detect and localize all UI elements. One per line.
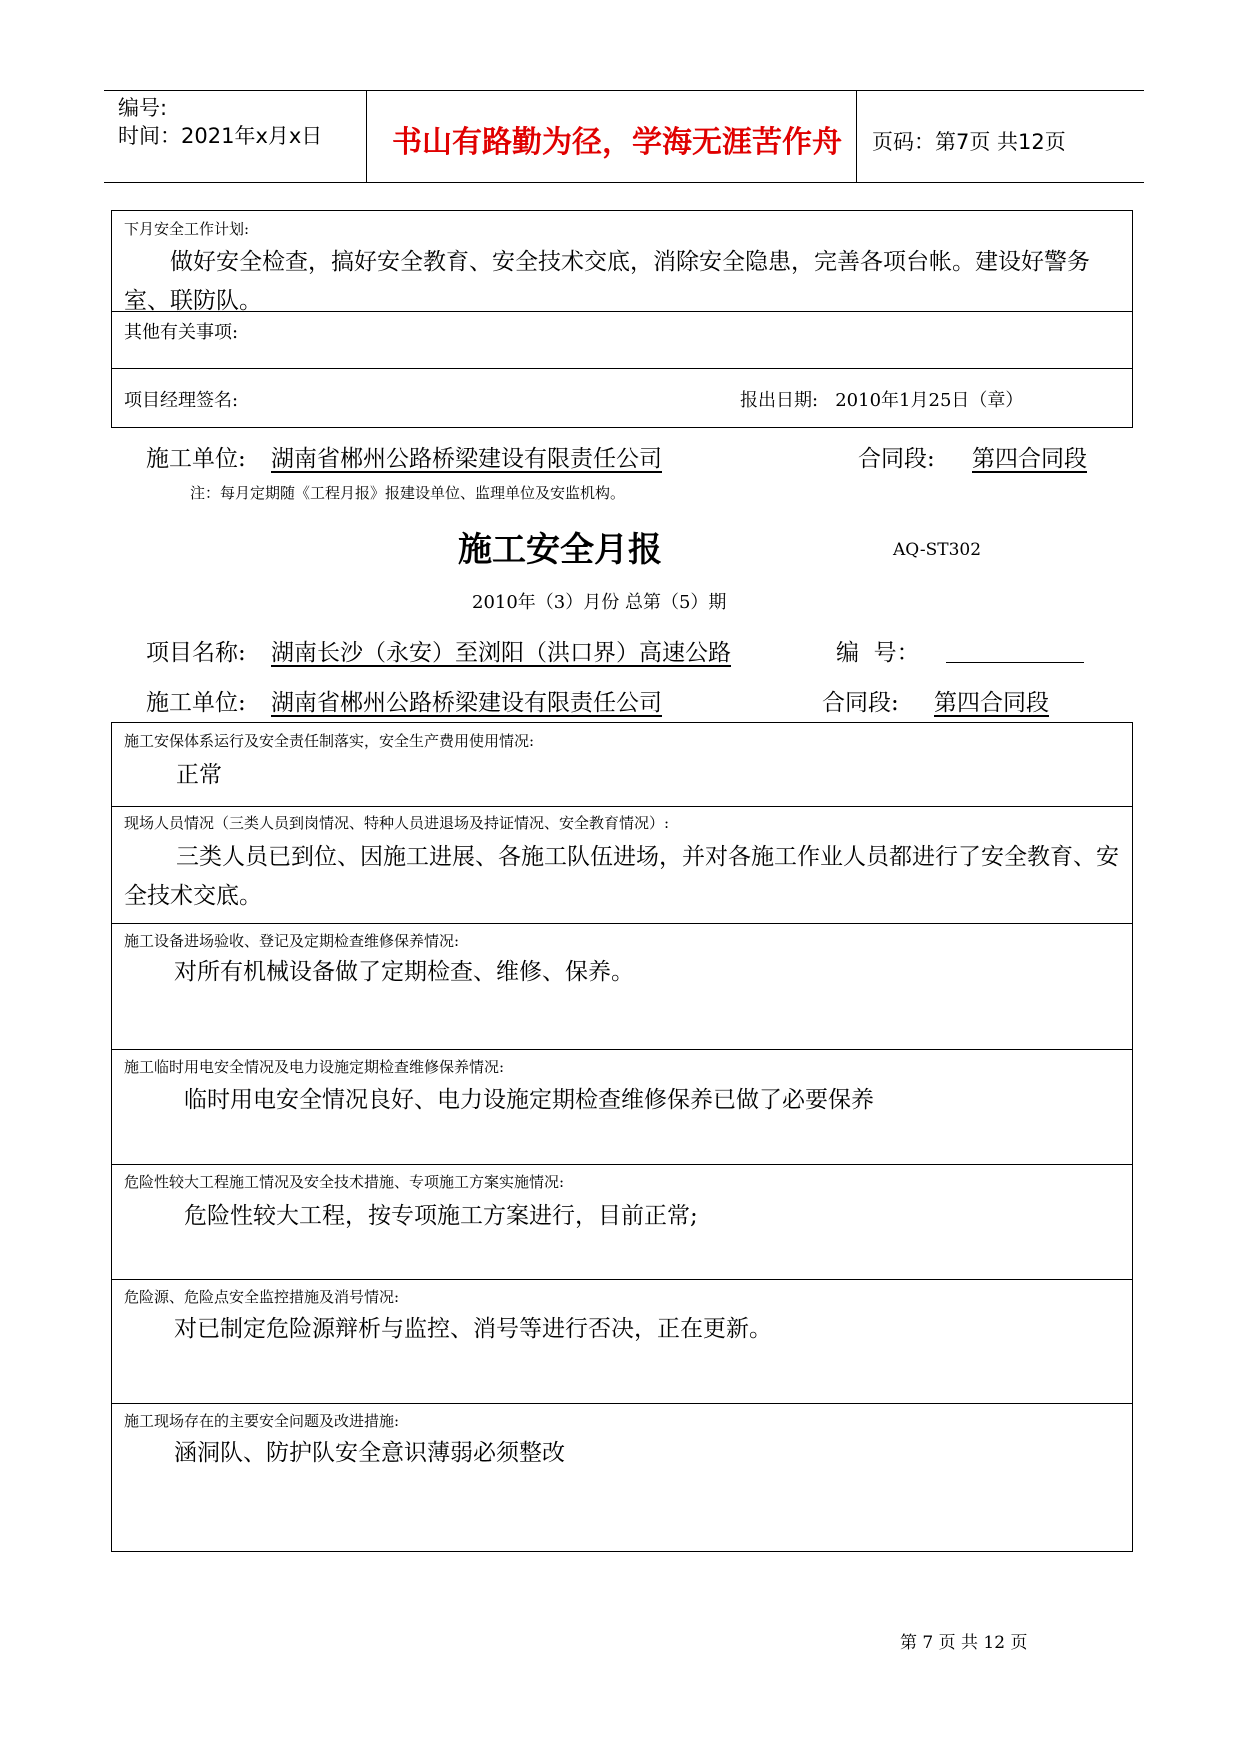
report-item-row	[112, 723, 1132, 806]
item-content: 涵洞队、防护队安全意识薄弱必须整改	[174, 1440, 565, 1466]
project-value: 湖南长沙（永安）至浏阳（洪口界）高速公路	[271, 640, 731, 666]
note: 注：每月定期随《工程月报》报建设单位、监理单位及安监机构。	[190, 484, 626, 502]
manager-sign-row	[112, 368, 1132, 428]
header-divider-right	[856, 90, 857, 183]
footer-page-number: 第 7 页 共 12 页	[900, 1633, 1028, 1653]
prev-section-label: 合同段:	[858, 446, 935, 472]
report-code: AQ-ST302	[893, 540, 982, 560]
item-content: 三类人员已到位、因施工进展、各施工队伍进场，并对各施工作业人员都进行了安全教育、安全技术交底。	[124, 844, 1119, 909]
item-content: 危险性较大工程，按专项施工方案进行，目前正常;	[184, 1203, 698, 1229]
item-label: 现场人员情况（三类人员到岗情况、特种人员进退场及持证情况、安全教育情况）:	[124, 814, 670, 832]
manager-sign-label: 项目经理签名:	[124, 390, 239, 411]
prev-section-value: 第四合同段	[972, 446, 1087, 472]
report-item-row	[112, 1279, 1132, 1403]
project-label: 项目名称:	[146, 640, 246, 666]
report-date: 报出日期: 2010年1月25日（章）	[740, 390, 1024, 411]
item-label: 施工临时用电安全情况及电力设施定期检查维修保养情况:	[124, 1058, 505, 1076]
other-matters-label: 其他有关事项:	[124, 322, 239, 343]
next-month-plan-text: 做好安全检查，搞好安全教育、安全技术交底，消除安全隐患，完善各项台帐。建设好警务室、联防队。	[124, 249, 1090, 314]
section-value: 第四合同段	[934, 690, 1049, 716]
motto: 书山有路勤为径，学海无涯苦作舟	[392, 125, 842, 160]
item-content: 临时用电安全情况良好、电力设施定期检查维修保养已做了必要保养	[184, 1087, 874, 1113]
number-label: 编 号：	[836, 640, 920, 666]
other-matters-row	[112, 311, 1132, 368]
item-label: 施工现场存在的主要安全问题及改进措施:	[124, 1412, 400, 1430]
report-title: 施工安全月报	[458, 530, 662, 570]
header-bottom-rule	[104, 182, 1144, 183]
number-field-line	[946, 662, 1084, 663]
report-item-row	[112, 923, 1132, 1049]
contractor-value: 湖南省郴州公路桥梁建设有限责任公司	[271, 690, 662, 716]
next-month-plan-label: 下月安全工作计划:	[124, 220, 250, 238]
item-content: 正常	[176, 762, 222, 788]
item-content: 对所有机械设备做了定期检查、维修、保养。	[174, 959, 634, 985]
report-period: 2010年（3）月份 总第（5）期	[472, 592, 727, 613]
report-item-row	[112, 1403, 1132, 1551]
item-label: 危险源、危险点安全监控措施及消号情况:	[124, 1288, 400, 1306]
item-content: 对已制定危险源辩析与监控、消号等进行否决，正在更新。	[174, 1316, 772, 1342]
prev-contractor-value: 湖南省郴州公路桥梁建设有限责任公司	[271, 446, 662, 472]
header-divider-left	[366, 90, 367, 183]
report-item-row	[112, 806, 1132, 923]
item-label: 施工安保体系运行及安全责任制落实，安全生产费用使用情况:	[124, 732, 535, 750]
report-item-row	[112, 1049, 1132, 1164]
next-month-plan-row	[112, 211, 1132, 314]
contractor-label: 施工单位:	[146, 690, 246, 716]
item-label: 施工设备进场验收、登记及定期检查维修保养情况:	[124, 932, 460, 950]
section-label: 合同段:	[822, 690, 899, 716]
page-info: 页码：第7页 共12页	[872, 130, 1066, 154]
prev-contractor-label: 施工单位:	[146, 446, 246, 472]
previous-report-box	[111, 210, 1133, 428]
item-label: 危险性较大工程施工情况及安全技术措施、专项施工方案实施情况:	[124, 1173, 565, 1191]
report-item-row	[112, 1164, 1132, 1279]
time-label: 时间：2021年x月x日	[118, 124, 323, 148]
serial-label: 编号:	[118, 96, 168, 120]
report-table	[111, 722, 1133, 1552]
header-top-rule	[104, 90, 1144, 91]
